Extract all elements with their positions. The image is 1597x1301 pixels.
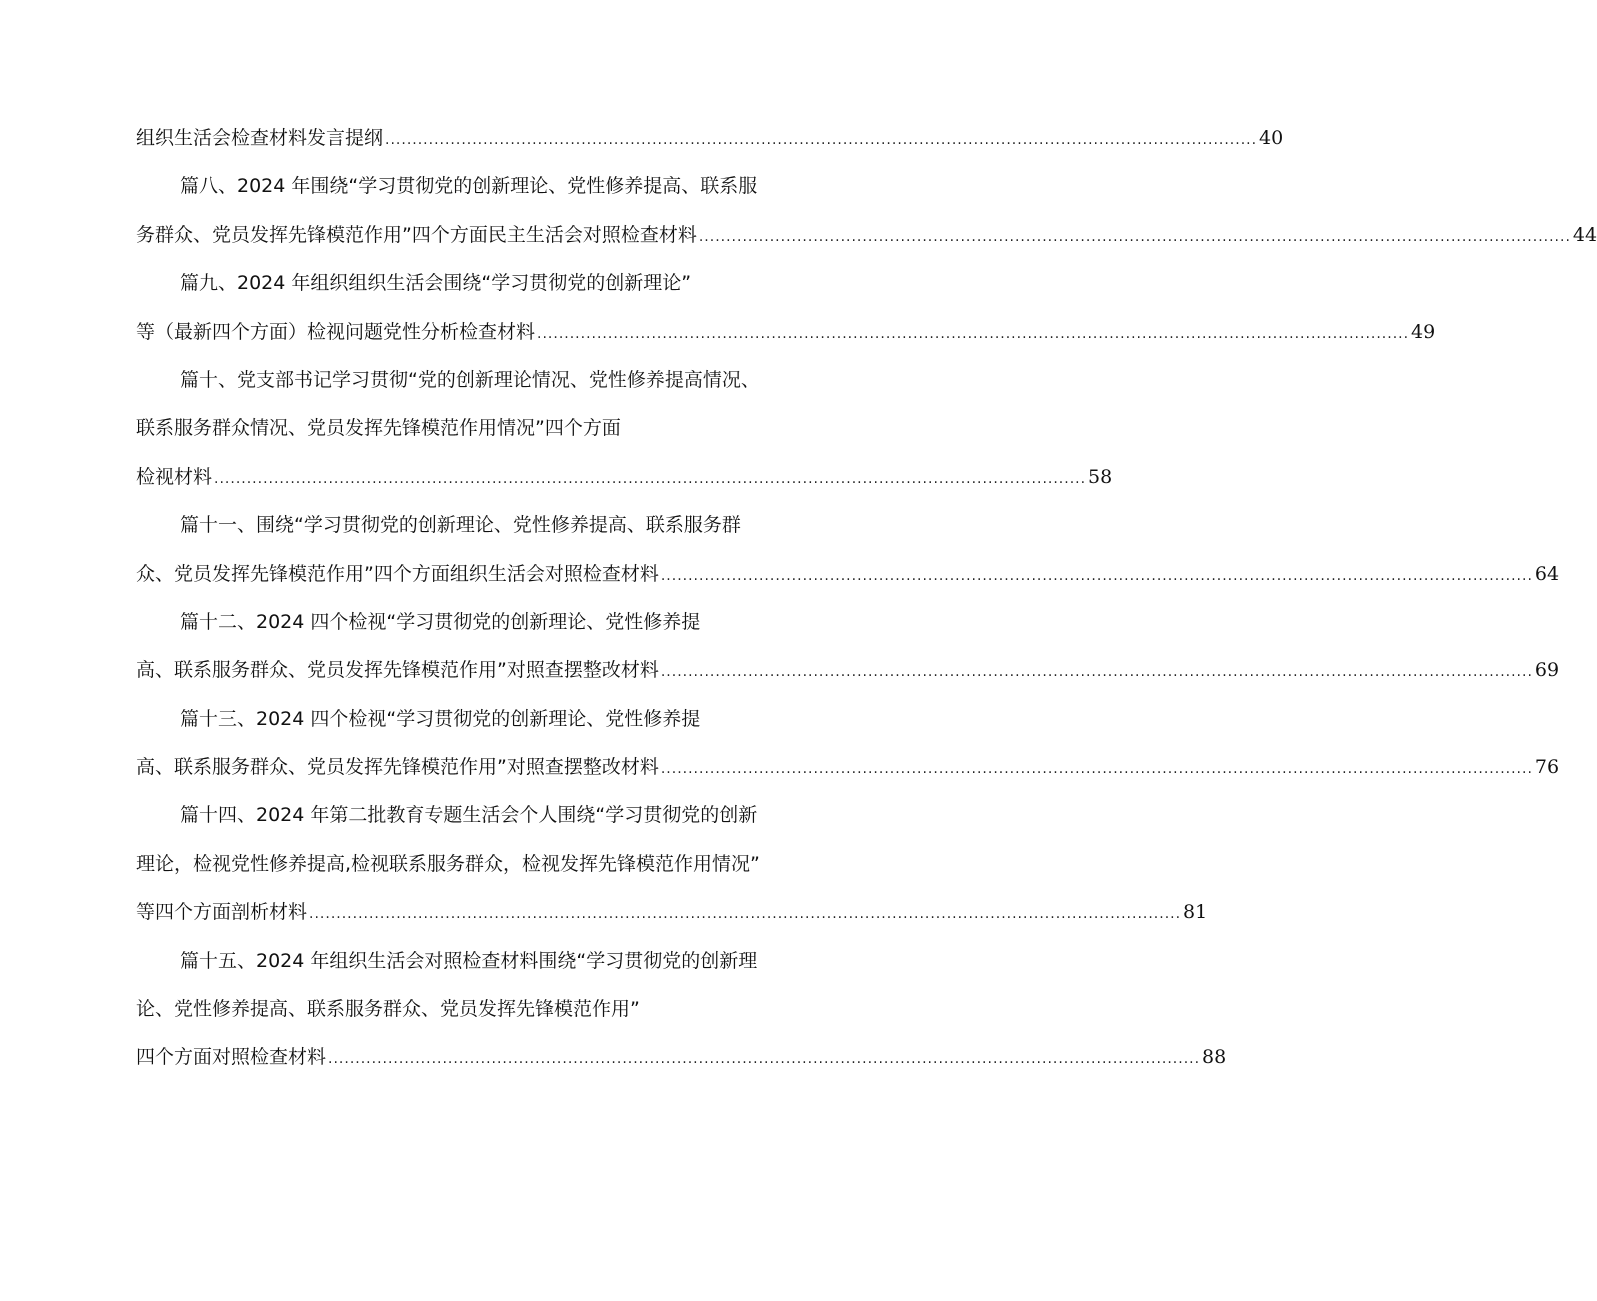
toc-entry-final-line	[136, 743, 1560, 791]
toc-entry-title-end: 等（最新四个方面）检视问题党性分析检查材料	[136, 320, 536, 343]
toc-entry-final-line	[136, 1033, 1227, 1081]
toc-entry-title-line: 理论，检视党性修养提高,检视联系服务群众，检视发挥先锋模范作用情况”	[136, 852, 760, 875]
toc-entry-title-line: 联系服务群众情况、党员发挥先锋模范作用情况”四个方面	[136, 417, 621, 440]
toc-page-number[interactable]: 88	[1202, 1046, 1227, 1069]
toc-entry-title-line: 篇十一、围绕“学习贯彻党的创新理论、党性修养提高、联系服务群	[180, 514, 741, 537]
toc-entry-title-line: 篇九、2024 年组织组织生活会围绕“学习贯彻党的创新理论”	[180, 272, 692, 295]
toc-entry-final-line	[136, 308, 1436, 356]
toc-entry-title-line: 篇十、党支部书记学习贯彻“党的创新理论情况、党性修养提高情况、	[180, 368, 760, 391]
toc-page-number[interactable]: 44	[1572, 223, 1597, 246]
toc-entry-title-line: 篇十二、2024 四个检视“学习贯彻党的创新理论、党性修养提	[180, 610, 701, 633]
toc-page-number[interactable]: 58	[1088, 465, 1113, 488]
toc-entry-title-end: 众、党员发挥先锋模范作用”四个方面组织生活会对照检查材料	[136, 562, 659, 585]
dot-leader: ................................................................................................................................................................	[537, 325, 1410, 342]
toc-entry-final-line	[136, 114, 1284, 162]
toc-entry-title-end: 高、联系服务群众、党员发挥先锋模范作用”对照查摆整改材料	[136, 756, 659, 779]
toc-entry[interactable]	[136, 937, 1227, 1082]
dot-leader: ................................................................................................................................................................	[698, 228, 1571, 245]
toc-entry-title-end: 组织生活会检查材料发言提纲	[136, 127, 384, 149]
dot-leader: ................................................................................................................................................................	[328, 1051, 1201, 1068]
toc-entry-title-line: 篇十三、2024 四个检视“学习贯彻党的创新理论、党性修养提	[180, 707, 701, 730]
dot-leader: ................................................................................................................................................................	[660, 664, 1533, 681]
toc-entry-final-line	[136, 888, 1208, 936]
dot-leader: ................................................................................................................................................................	[660, 567, 1533, 584]
toc-entry-final-line	[136, 453, 1113, 501]
toc-page-number[interactable]: 69	[1534, 659, 1560, 682]
toc-page-number[interactable]: 76	[1534, 756, 1560, 779]
dot-leader: ................................................................................................................................................................	[660, 761, 1533, 778]
toc-entry[interactable]	[136, 598, 1560, 695]
toc-entry-title-end: 高、联系服务群众、党员发挥先锋模范作用”对照查摆整改材料	[136, 659, 659, 682]
dot-leader: ................................................................................................................................................................	[309, 906, 1182, 923]
toc-entry-final-line	[136, 211, 1597, 259]
toc-entry-title-line: 篇八、2024 年围绕“学习贯彻党的创新理论、党性修养提高、联系服	[180, 175, 758, 198]
toc-page-number[interactable]: 81	[1183, 901, 1208, 924]
toc-entry-title-line: 论、党性修养提高、联系服务群众、党员发挥先锋模范作用”	[136, 998, 640, 1021]
toc-entry[interactable]	[136, 114, 1284, 162]
toc-page-number[interactable]: 64	[1534, 562, 1560, 585]
toc-entry-final-line	[136, 550, 1560, 598]
toc-entry[interactable]	[136, 259, 1436, 356]
toc-entry-title-end: 四个方面对照检查材料	[136, 1046, 327, 1069]
toc-entry[interactable]	[136, 356, 1113, 501]
toc-page-number[interactable]: 49	[1411, 320, 1436, 343]
toc-page-number[interactable]: 40	[1259, 127, 1284, 149]
toc-entry-title-line: 篇十五、2024 年组织生活会对照检查材料围绕“学习贯彻党的创新理	[180, 949, 758, 972]
toc-entry[interactable]	[136, 791, 1208, 936]
toc-entry[interactable]	[136, 695, 1560, 792]
table-of-contents	[136, 114, 1597, 1082]
toc-entry-title-line: 篇十四、2024 年第二批教育专题生活会个人围绕“学习贯彻党的创新	[180, 804, 758, 827]
toc-entry[interactable]	[136, 162, 1597, 259]
dot-leader: ................................................................................................................................................................	[214, 470, 1087, 487]
toc-entry-title-end: 检视材料	[136, 465, 213, 488]
dot-leader: ................................................................................................................................................................	[385, 132, 1258, 148]
toc-entry[interactable]	[136, 501, 1560, 598]
toc-entry-final-line	[136, 646, 1560, 694]
toc-entry-title-end: 务群众、党员发挥先锋模范作用”四个方面民主生活会对照检查材料	[136, 223, 697, 246]
toc-entry-title-end: 等四个方面剖析材料	[136, 901, 308, 924]
